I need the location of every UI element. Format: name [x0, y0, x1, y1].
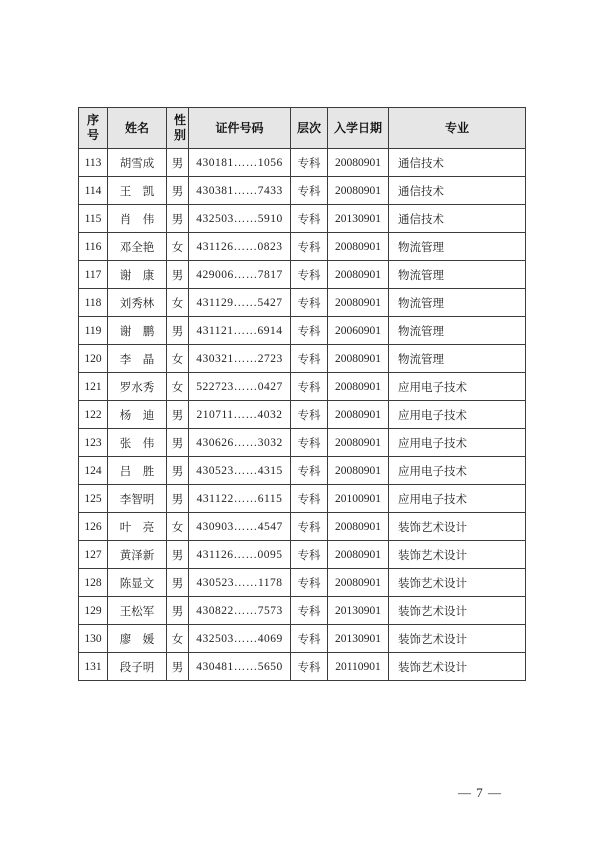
header-major: 专业: [389, 108, 526, 149]
cell-level: 专科: [291, 317, 328, 345]
cell-id-number: 430822……7573: [189, 597, 291, 625]
cell-name: 肖 伟: [108, 205, 167, 233]
table-row: [79, 429, 526, 457]
cell-id-number: 522723……0427: [189, 373, 291, 401]
table-row: [79, 205, 526, 233]
cell-level: 专科: [291, 233, 328, 261]
cell-major: 装饰艺术设计: [389, 653, 526, 681]
cell-serial: 118: [79, 289, 108, 317]
cell-major: 应用电子技术: [389, 457, 526, 485]
cell-gender: 男: [167, 597, 189, 625]
cell-name: 谢 鹏: [108, 317, 167, 345]
cell-level: 专科: [291, 485, 328, 513]
cell-name: 张 伟: [108, 429, 167, 457]
cell-level: 专科: [291, 513, 328, 541]
cell-level: 专科: [291, 429, 328, 457]
cell-major: 装饰艺术设计: [389, 541, 526, 569]
cell-level: 专科: [291, 625, 328, 653]
table-row: [79, 233, 526, 261]
cell-gender: 女: [167, 513, 189, 541]
cell-enroll-date: 20100901: [328, 485, 389, 513]
table-row: [79, 261, 526, 289]
table-row: [79, 653, 526, 681]
cell-enroll-date: 20080901: [328, 401, 389, 429]
cell-major: 应用电子技术: [389, 373, 526, 401]
cell-id-number: 430626……3032: [189, 429, 291, 457]
cell-id-number: 430181……1056: [189, 149, 291, 177]
table-body: [79, 149, 526, 681]
table-row: [79, 289, 526, 317]
cell-gender: 男: [167, 149, 189, 177]
table-row: [79, 513, 526, 541]
cell-major: 物流管理: [389, 289, 526, 317]
cell-serial: 131: [79, 653, 108, 681]
cell-enroll-date: 20080901: [328, 541, 389, 569]
cell-major: 装饰艺术设计: [389, 513, 526, 541]
cell-serial: 126: [79, 513, 108, 541]
cell-level: 专科: [291, 205, 328, 233]
cell-name: 胡雪成: [108, 149, 167, 177]
cell-level: 专科: [291, 597, 328, 625]
cell-level: 专科: [291, 653, 328, 681]
cell-gender: 男: [167, 485, 189, 513]
cell-serial: 117: [79, 261, 108, 289]
cell-serial: 119: [79, 317, 108, 345]
header-serial: 序号: [79, 108, 108, 149]
cell-level: 专科: [291, 373, 328, 401]
cell-id-number: 430381……7433: [189, 177, 291, 205]
cell-name: 邓全艳: [108, 233, 167, 261]
table-row: [79, 177, 526, 205]
page-number: — 7 —: [458, 785, 502, 800]
cell-enroll-date: 20080901: [328, 261, 389, 289]
cell-enroll-date: 20080901: [328, 373, 389, 401]
cell-gender: 男: [167, 569, 189, 597]
cell-enroll-date: 20060901: [328, 317, 389, 345]
cell-gender: 女: [167, 345, 189, 373]
cell-gender: 女: [167, 373, 189, 401]
cell-enroll-date: 20080901: [328, 289, 389, 317]
cell-name: 段子明: [108, 653, 167, 681]
cell-name: 陈显文: [108, 569, 167, 597]
cell-id-number: 431126……0095: [189, 541, 291, 569]
header-gender: 性别: [167, 108, 189, 149]
cell-serial: 122: [79, 401, 108, 429]
cell-id-number: 431122……6115: [189, 485, 291, 513]
cell-gender: 男: [167, 401, 189, 429]
cell-level: 专科: [291, 457, 328, 485]
table-header: [79, 108, 526, 149]
cell-id-number: 429006……7817: [189, 261, 291, 289]
table-row: [79, 569, 526, 597]
cell-level: 专科: [291, 261, 328, 289]
cell-name: 李 晶: [108, 345, 167, 373]
cell-name: 刘秀林: [108, 289, 167, 317]
cell-id-number: 430523……4315: [189, 457, 291, 485]
cell-enroll-date: 20080901: [328, 233, 389, 261]
cell-major: 物流管理: [389, 261, 526, 289]
cell-serial: 113: [79, 149, 108, 177]
cell-gender: 男: [167, 457, 189, 485]
cell-level: 专科: [291, 289, 328, 317]
cell-gender: 男: [167, 429, 189, 457]
cell-gender: 男: [167, 205, 189, 233]
cell-id-number: 430321……2723: [189, 345, 291, 373]
cell-name: 杨 迪: [108, 401, 167, 429]
cell-enroll-date: 20080901: [328, 429, 389, 457]
cell-name: 黄泽新: [108, 541, 167, 569]
cell-serial: 124: [79, 457, 108, 485]
cell-level: 专科: [291, 401, 328, 429]
cell-serial: 120: [79, 345, 108, 373]
cell-serial: 130: [79, 625, 108, 653]
cell-gender: 男: [167, 177, 189, 205]
cell-major: 物流管理: [389, 317, 526, 345]
cell-gender: 男: [167, 653, 189, 681]
cell-enroll-date: 20080901: [328, 569, 389, 597]
table-row: [79, 345, 526, 373]
table-row: [79, 149, 526, 177]
cell-major: 装饰艺术设计: [389, 569, 526, 597]
cell-name: 吕 胜: [108, 457, 167, 485]
table-row: [79, 373, 526, 401]
cell-major: 应用电子技术: [389, 429, 526, 457]
cell-id-number: 430903……4547: [189, 513, 291, 541]
table-row: [79, 457, 526, 485]
student-roster-table: [78, 107, 526, 681]
cell-enroll-date: 20110901: [328, 653, 389, 681]
cell-name: 李智明: [108, 485, 167, 513]
cell-major: 物流管理: [389, 345, 526, 373]
cell-name: 廖 媛: [108, 625, 167, 653]
cell-serial: 114: [79, 177, 108, 205]
cell-name: 王松军: [108, 597, 167, 625]
cell-gender: 男: [167, 541, 189, 569]
cell-id-number: 430523……1178: [189, 569, 291, 597]
cell-enroll-date: 20080901: [328, 177, 389, 205]
header-enroll-date: 入学日期: [328, 108, 389, 149]
cell-id-number: 431121……6914: [189, 317, 291, 345]
cell-serial: 116: [79, 233, 108, 261]
cell-enroll-date: 20080901: [328, 457, 389, 485]
table-row: [79, 485, 526, 513]
cell-enroll-date: 20080901: [328, 513, 389, 541]
cell-enroll-date: 20130901: [328, 625, 389, 653]
cell-name: 王 凯: [108, 177, 167, 205]
header-name: 姓名: [108, 108, 167, 149]
cell-serial: 121: [79, 373, 108, 401]
cell-gender: 女: [167, 233, 189, 261]
cell-enroll-date: 20080901: [328, 149, 389, 177]
cell-serial: 129: [79, 597, 108, 625]
cell-serial: 115: [79, 205, 108, 233]
cell-major: 装饰艺术设计: [389, 597, 526, 625]
cell-major: 通信技术: [389, 149, 526, 177]
cell-gender: 男: [167, 317, 189, 345]
cell-serial: 128: [79, 569, 108, 597]
cell-major: 通信技术: [389, 205, 526, 233]
cell-major: 应用电子技术: [389, 485, 526, 513]
cell-enroll-date: 20130901: [328, 205, 389, 233]
table-row: [79, 401, 526, 429]
table-row: [79, 597, 526, 625]
cell-serial: 123: [79, 429, 108, 457]
cell-enroll-date: 20130901: [328, 597, 389, 625]
cell-gender: 女: [167, 289, 189, 317]
cell-enroll-date: 20080901: [328, 345, 389, 373]
cell-level: 专科: [291, 569, 328, 597]
cell-gender: 男: [167, 261, 189, 289]
header-row: [79, 108, 526, 149]
cell-id-number: 432503……4069: [189, 625, 291, 653]
header-id-number: 证件号码: [189, 108, 291, 149]
cell-id-number: 432503……5910: [189, 205, 291, 233]
cell-id-number: 430481……5650: [189, 653, 291, 681]
cell-name: 叶 亮: [108, 513, 167, 541]
cell-id-number: 431126……0823: [189, 233, 291, 261]
cell-id-number: 210711……4032: [189, 401, 291, 429]
cell-name: 谢 康: [108, 261, 167, 289]
cell-major: 应用电子技术: [389, 401, 526, 429]
cell-id-number: 431129……5427: [189, 289, 291, 317]
cell-level: 专科: [291, 149, 328, 177]
cell-serial: 127: [79, 541, 108, 569]
cell-serial: 125: [79, 485, 108, 513]
cell-gender: 女: [167, 625, 189, 653]
table-row: [79, 317, 526, 345]
cell-major: 装饰艺术设计: [389, 625, 526, 653]
cell-level: 专科: [291, 177, 328, 205]
table-row: [79, 541, 526, 569]
cell-level: 专科: [291, 345, 328, 373]
cell-major: 通信技术: [389, 177, 526, 205]
cell-name: 罗水秀: [108, 373, 167, 401]
cell-level: 专科: [291, 541, 328, 569]
cell-major: 物流管理: [389, 233, 526, 261]
table-row: [79, 625, 526, 653]
header-level: 层次: [291, 108, 328, 149]
